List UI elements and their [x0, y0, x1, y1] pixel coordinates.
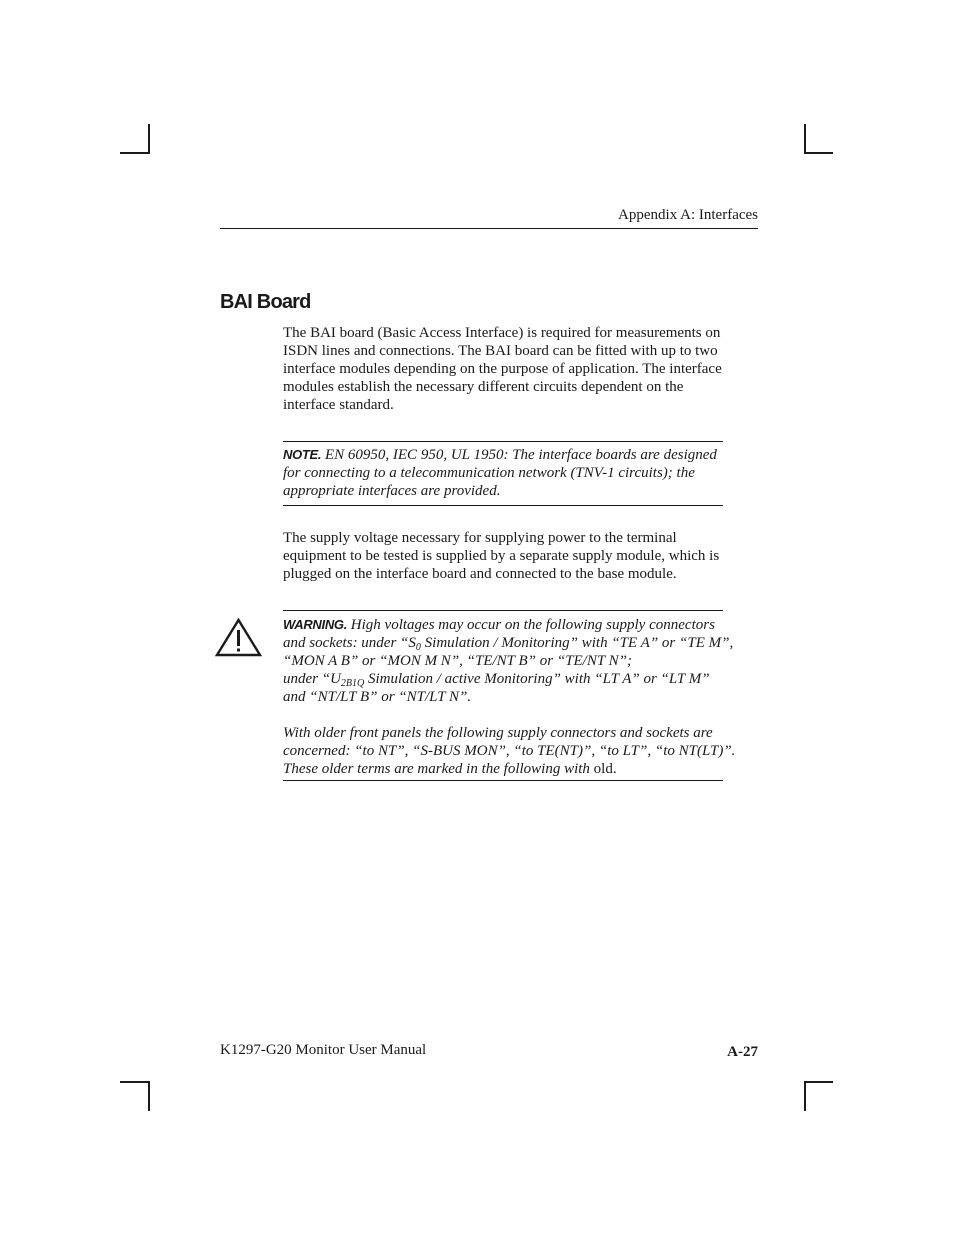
crop-mark-top-left-vertical: [148, 124, 150, 154]
header-rule: [220, 228, 758, 229]
note-line: appropriate interfaces are provided.: [283, 483, 501, 499]
note-bottom-rule: [283, 505, 723, 506]
warning-line: [283, 634, 763, 652]
warning-bottom-rule: [283, 780, 723, 781]
warning-text: under “U: [283, 671, 341, 687]
text-line: modules establish the necessary different circuits dependent on the: [283, 379, 684, 395]
note-top-rule: [283, 441, 723, 442]
crop-mark-top-left-horizontal: [120, 152, 150, 154]
warning-line: [283, 616, 763, 634]
text-line: interface standard.: [283, 397, 394, 413]
warning-triangle-icon: [215, 618, 262, 657]
intro-paragraph: [283, 324, 758, 414]
warning-label: WARNING.: [283, 617, 348, 632]
crop-mark-top-right-vertical: [804, 124, 806, 154]
text-line: The supply voltage necessary for supplying power to the terminal: [283, 530, 677, 546]
warning-text: Simulation / Monitoring” with “TE A” or “TE M”,: [420, 635, 734, 651]
old-term: old.: [593, 761, 617, 777]
text-line: ISDN lines and connections. The BAI board can be fitted with up to two: [283, 343, 718, 359]
warning-older-line: [283, 760, 763, 778]
crop-mark-bottom-right-horizontal: [804, 1081, 833, 1083]
warning-line: and “NT/LT B” or “NT/LT N”.: [283, 689, 472, 705]
note-line: [283, 446, 763, 464]
note-label: NOTE.: [283, 447, 322, 462]
note-text: EN 60950, IEC 950, UL 1950: The interface boards are designed: [321, 447, 717, 463]
text-line: The BAI board (Basic Access Interface) is required for measurements on: [283, 325, 721, 341]
warning-text: Simulation / active Monitoring” with “LT A” or “LT M”: [364, 671, 710, 687]
warning-top-rule: [283, 610, 723, 611]
crop-mark-bottom-left-vertical: [148, 1081, 150, 1111]
warning-block: [283, 616, 763, 778]
crop-mark-top-right-horizontal: [804, 152, 833, 154]
footer-manual-title: K1297-G20 Monitor User Manual: [220, 1042, 427, 1058]
section-title: BAI Board: [220, 291, 311, 313]
note-line: for connecting to a telecommunication network (TNV-1 circuits); the: [283, 465, 695, 481]
warning-line: “MON A B” or “MON M N”, “TE/NT B” or “TE/NT N”;: [283, 653, 633, 669]
crop-mark-bottom-left-horizontal: [120, 1081, 150, 1083]
warning-line: [283, 670, 763, 688]
text-line: plugged on the interface board and connected to the base module.: [283, 566, 677, 582]
running-head: Appendix A: Interfaces: [618, 207, 758, 223]
subscript: 2B1Q: [340, 678, 365, 689]
text-line: equipment to be tested is supplied by a separate supply module, which is: [283, 548, 720, 564]
warning-text: These older terms are marked in the following with: [283, 761, 594, 777]
warning-text: and sockets: under “S: [283, 635, 416, 651]
page-number: A-27: [727, 1044, 758, 1060]
warning-older-line: concerned: “to NT”, “S-BUS MON”, “to TE(NT)”, “to LT”, “to NT(LT)”.: [283, 743, 736, 759]
warning-older-line: With older front panels the following supply connectors and sockets are: [283, 725, 713, 741]
subscript: 0: [415, 642, 421, 653]
text-line: interface modules depending on the purpose of application. The interface: [283, 361, 722, 377]
spacer: [283, 706, 763, 724]
crop-mark-bottom-right-vertical: [804, 1081, 806, 1111]
note-block: [283, 446, 763, 500]
supply-paragraph: [283, 529, 758, 583]
warning-text: High voltages may occur on the following supply connectors: [347, 617, 715, 633]
